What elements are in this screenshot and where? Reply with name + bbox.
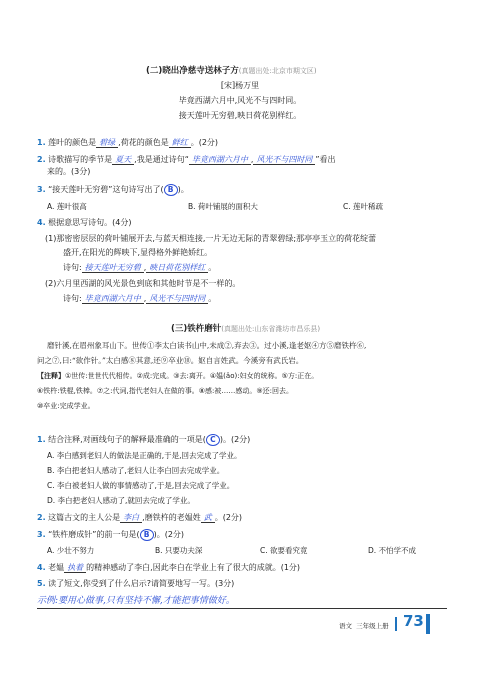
question-s2-4: 4. 老媪 执着 的精神感动了李白,因此李白在学业上有了很大的成就。(1分) (37, 563, 301, 572)
question-4: 4. 根据意思写诗句。(4分) (37, 218, 132, 227)
choice-answer: B (164, 184, 178, 196)
option-b: B. 只要功夫深 (155, 546, 203, 555)
section-title-story: (三)铁杵磨针(真题出处:山东省潍坊市昌乐县) (171, 324, 321, 334)
source-note: (真题出处:山东省潍坊市昌乐县) (221, 325, 321, 333)
option-c: C. 欲要看究竟 (260, 546, 308, 555)
open-answer: 示例:要用心做事,只有坚持不懈,才能把事情做好。 (37, 593, 447, 609)
option-d: D. 不怕学不成 (368, 546, 417, 555)
question-s2-3: 3. “铁杵磨成针”的前一句是( B )。(2分) (37, 530, 185, 539)
poem-line-2: 接天莲叶无穷碧,映日荷花别样红。 (178, 111, 302, 120)
notes-line-2: ⑥铁杵:铁棍,铁棒。⑦之:代词,指代老妇人在做的事。⑧感:被……感动。⑨还:回去。 (37, 387, 293, 395)
option-a: A. 李白感到老妇人的做法是正确的,于是,回去完成了学业。 (47, 451, 242, 460)
source-note: (真题出处:北京市期文区) (238, 67, 317, 75)
question-4-sub1-line1: (1)那密密层层的荷叶铺展开去,与蓝天相连接,一片无边无际的青翠碧绿;那亭亭玉立的荷花绽蕾 (45, 234, 377, 243)
poem-line-1: 毕竟西湖六月中,风光不与四时同。 (178, 96, 302, 105)
page-edge-tab (426, 614, 430, 634)
classical-text-line-1: 磨针溪,在眉州象耳山下。世传①李太白读书山中,未成②,弃去③。过小溪,逢老妪④方⑤磨铁杵⑥, (47, 341, 367, 350)
option-c: C. 李白被老妇人做的事情感动了,于是,回去完成了学业。 (47, 481, 235, 490)
section-title-poem (146, 64, 317, 76)
question-s2-2: 2. 这篇古文的主人公是 李白 ,磨铁杵的老媪姓 武 。(2分) (37, 513, 243, 522)
classical-text-line-2: 问之⑦,曰:“欲作针。”太白感⑧其意,还⑨卒业⑩。妪自言姓武。今溪旁有武氏岩。 (37, 356, 304, 365)
page-number: 73 (403, 612, 424, 630)
footer-label: 语文 三年级上册 (339, 622, 389, 630)
option-d: D. 李白把老妇人感动了,就回去完成了学业。 (47, 496, 195, 505)
question-2-cont: 来的。(3分) (47, 167, 91, 176)
story-title: 铁杵磨针 (187, 324, 222, 334)
question-2: 2. 诗歌描写的季节是 夏天 ,我是通过诗句“ 毕竟西湖六月中 , 风光不与四时同 ”看出 (37, 155, 336, 164)
section-number: (二) (146, 66, 163, 76)
question-3: 3. “接天莲叶无穷碧”这句诗写出了( B )。 (37, 185, 189, 194)
question-4-sub2: (2)六月里西湖的风光景色到底和其他时节是不一样的。 (45, 279, 241, 288)
poem-title: 晓出净慈寺送林子方 (162, 66, 239, 76)
answer-blank: 鲜红 (169, 138, 191, 148)
poem-author: [宋]杨万里 (220, 81, 260, 90)
notes-line-3: ⑩卒业:完成学业。 (37, 402, 95, 410)
option-a: A. 少壮不努力 (47, 546, 95, 555)
question-1: 1. 莲叶的颜色是 碧绿 ,荷花的颜色是 鲜红 。(2分) (37, 138, 219, 147)
option-b: B. 荷叶铺展的面积大 (188, 202, 258, 211)
question-4-sub1-line2: 盛开,在阳光的辉映下,显得格外鲜艳娇红。 (63, 248, 213, 257)
answer-blank: 碧绿 (96, 138, 118, 148)
option-a: A. 莲叶很高 (47, 202, 87, 211)
question-s2-1: 1. 结合注释,对画线句子的解释最准确的一项是( C )。(2分) (37, 435, 251, 444)
question-4-sub2-answer: 诗句: 毕竟西湖六月中 , 风光不与四时同 。 (63, 294, 217, 303)
question-4-sub1-answer: 诗句: 接天莲叶无穷碧 , 映日荷花别样红 。 (63, 263, 217, 272)
option-b: B. 李白把老妇人感动了,老妇人让李白回去完成学业。 (47, 466, 225, 475)
question-s2-5: 5. 读了短文,你受到了什么启示?请简要地写一写。(3分) (37, 579, 235, 588)
option-c: C. 莲叶稀疏 (343, 202, 384, 211)
notes-line-1: 【注释】①世传:世世代代相传。②成:完成。③去:离开。④媪(ǎo):妇女的统称。⑤方:正在。 (37, 372, 319, 380)
footer-divider (395, 617, 397, 631)
